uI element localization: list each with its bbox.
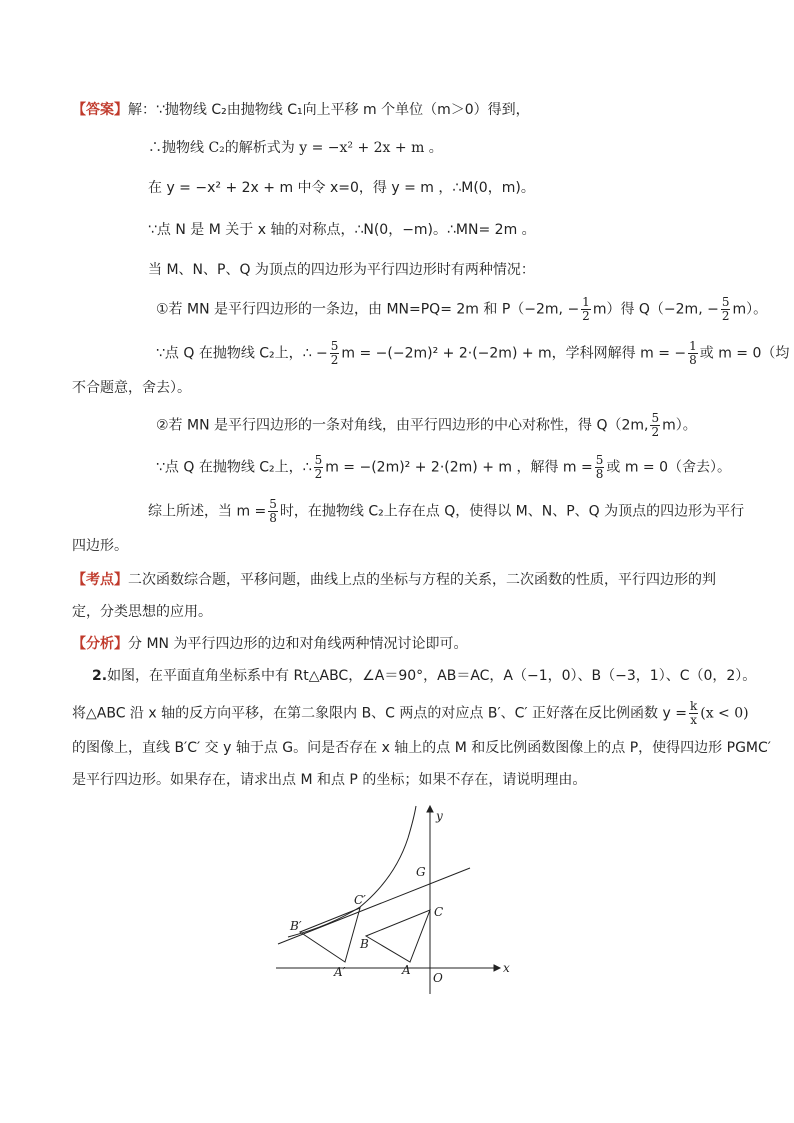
answer-line-4: ∵点 N 是 M 关于 x 轴的对称点，∴N(0，−m)。∴MN= 2m 。 bbox=[148, 222, 536, 238]
label-g: G bbox=[416, 865, 426, 879]
fraction-denominator: 8 bbox=[269, 511, 277, 525]
fraction-numerator: 5 bbox=[651, 411, 660, 425]
case2-check-a: ∵点 Q 在抛物线 C₂上，∴ bbox=[156, 459, 312, 476]
answer-text-1: 解：∵抛物线 C₂由抛物线 C₁向上平移 m 个单位（m＞0）得到， bbox=[128, 102, 530, 118]
case1-text-a: ①若 MN 是平行四边形的一条边，由 MN=PQ= 2m 和 P（−2m, − bbox=[156, 301, 580, 318]
kaodian-text-1: 二次函数综合题，平移问题，曲线上点的坐标与方程的关系，二次函数的性质，平行四边形的判 bbox=[128, 572, 716, 588]
triangle-a-b-c-prime bbox=[300, 908, 360, 962]
label-c-prime: C′ bbox=[354, 893, 366, 907]
problem2-text-2a: 将△ABC 沿 x 轴的反方向平移，在第二象限内 B、C 两点的对应点 B′、C′ 正好落在反比例函数 y = bbox=[72, 705, 687, 722]
label-a-prime: A′ bbox=[334, 965, 346, 979]
case2-text-b: m）。 bbox=[662, 417, 697, 434]
case2-check-b: m = −(2m)² + 2·(2m) + m ，解得 m = bbox=[325, 459, 593, 476]
label-b-prime: B′ bbox=[290, 919, 302, 933]
label-c: C bbox=[434, 905, 444, 919]
problem-number: 2. bbox=[92, 668, 108, 684]
label-o: O bbox=[433, 971, 443, 985]
summary-text-b: 时，在抛物线 C₂上存在点 Q，使得以 M、N、P、Q 为顶点的四边形为平行 bbox=[279, 503, 745, 520]
fraction-denominator: 2 bbox=[721, 309, 730, 323]
fraction-numerator: 1 bbox=[689, 339, 697, 353]
fraction-denominator: 2 bbox=[314, 467, 323, 481]
summary-text-a: 综上所述，当 m = bbox=[148, 503, 267, 520]
label-b: B bbox=[360, 937, 369, 951]
problem2-text-2b: (x < 0) bbox=[700, 705, 749, 722]
kaodian-tag: 【考点】 bbox=[72, 572, 128, 588]
case1-check-a: ∵点 Q 在抛物线 C₂上，∴ − bbox=[156, 345, 328, 362]
fraction-numerator: 1 bbox=[582, 295, 590, 309]
fraction-denominator: 2 bbox=[651, 425, 660, 439]
y-axis-arrow bbox=[427, 806, 433, 812]
fraction-numerator: k bbox=[689, 699, 698, 713]
fraction-numerator: 5 bbox=[595, 453, 604, 467]
fraction-denominator: 8 bbox=[595, 467, 604, 481]
hyperbola-curve bbox=[288, 806, 416, 937]
problem2-line-3: 的图像上，直线 B′C′ 交 y 轴于点 G。问是否存在 x 轴上的点 M 和反比例函数图像上的点 P，使得四边形 PGMC′ bbox=[72, 740, 771, 756]
case1-text-c: m）。 bbox=[732, 301, 768, 318]
fraction-denominator: x bbox=[690, 713, 697, 727]
fenxi-tag: 【分析】 bbox=[72, 636, 128, 652]
case2-check-c: 或 m = 0（舍去）。 bbox=[606, 459, 732, 476]
case1-check-b: m = −(−2m)² + 2·(−2m) + m，学科网解得 m = − bbox=[341, 345, 687, 362]
x-axis-arrow bbox=[494, 965, 500, 971]
fraction-denominator: 8 bbox=[689, 353, 697, 367]
answer-line-8: 不合题意，舍去）。 bbox=[72, 380, 191, 396]
answer-line-12: 四边形。 bbox=[72, 538, 128, 554]
kaodian-line-2: 定，分类思想的应用。 bbox=[72, 604, 212, 620]
label-y: y bbox=[436, 809, 443, 823]
label-a: A bbox=[402, 963, 411, 977]
fraction-numerator: 5 bbox=[721, 295, 730, 309]
fraction-numerator: 5 bbox=[269, 497, 277, 511]
answer-line-2: ∴抛物线 C₂的解析式为 y = −x² + 2x + m 。 bbox=[148, 140, 443, 156]
fraction-denominator: 2 bbox=[330, 353, 339, 367]
fraction-denominator: 2 bbox=[582, 309, 590, 323]
label-x: x bbox=[503, 961, 510, 975]
fraction-numerator: 5 bbox=[330, 339, 339, 353]
triangle-abc bbox=[366, 910, 430, 962]
answer-line-5: 当 M、N、P、Q 为顶点的四边形为平行四边形时有两种情况： bbox=[148, 262, 535, 278]
fenxi-text: 分 MN 为平行四边形的边和对角线两种情况讨论即可。 bbox=[128, 636, 468, 652]
case2-text-a: ②若 MN 是平行四边形的一条对角线，由平行四边形的中心对称性，得 Q（2m, bbox=[156, 417, 649, 434]
answer-line-3: 在 y = −x² + 2x + m 中令 x=0，得 y = m ，∴M(0，m)。 bbox=[148, 180, 535, 196]
problem2-line-4: 是平行四边形。如果存在，请求出点 M 和点 P 的坐标；如果不存在，请说明理由。 bbox=[72, 772, 587, 788]
problem2-text-1: 如图，在平面直角坐标系中有 Rt△ABC，∠A＝90°，AB＝AC，A（−1，0）、B（−3，1）、C（0，2）。 bbox=[107, 668, 757, 684]
answer-tag: 【答案】 bbox=[72, 102, 128, 118]
fraction-numerator: 5 bbox=[314, 453, 323, 467]
case1-check-c: 或 m = 0（均 bbox=[699, 345, 790, 362]
case1-text-b: m）得 Q（−2m, − bbox=[592, 301, 719, 318]
